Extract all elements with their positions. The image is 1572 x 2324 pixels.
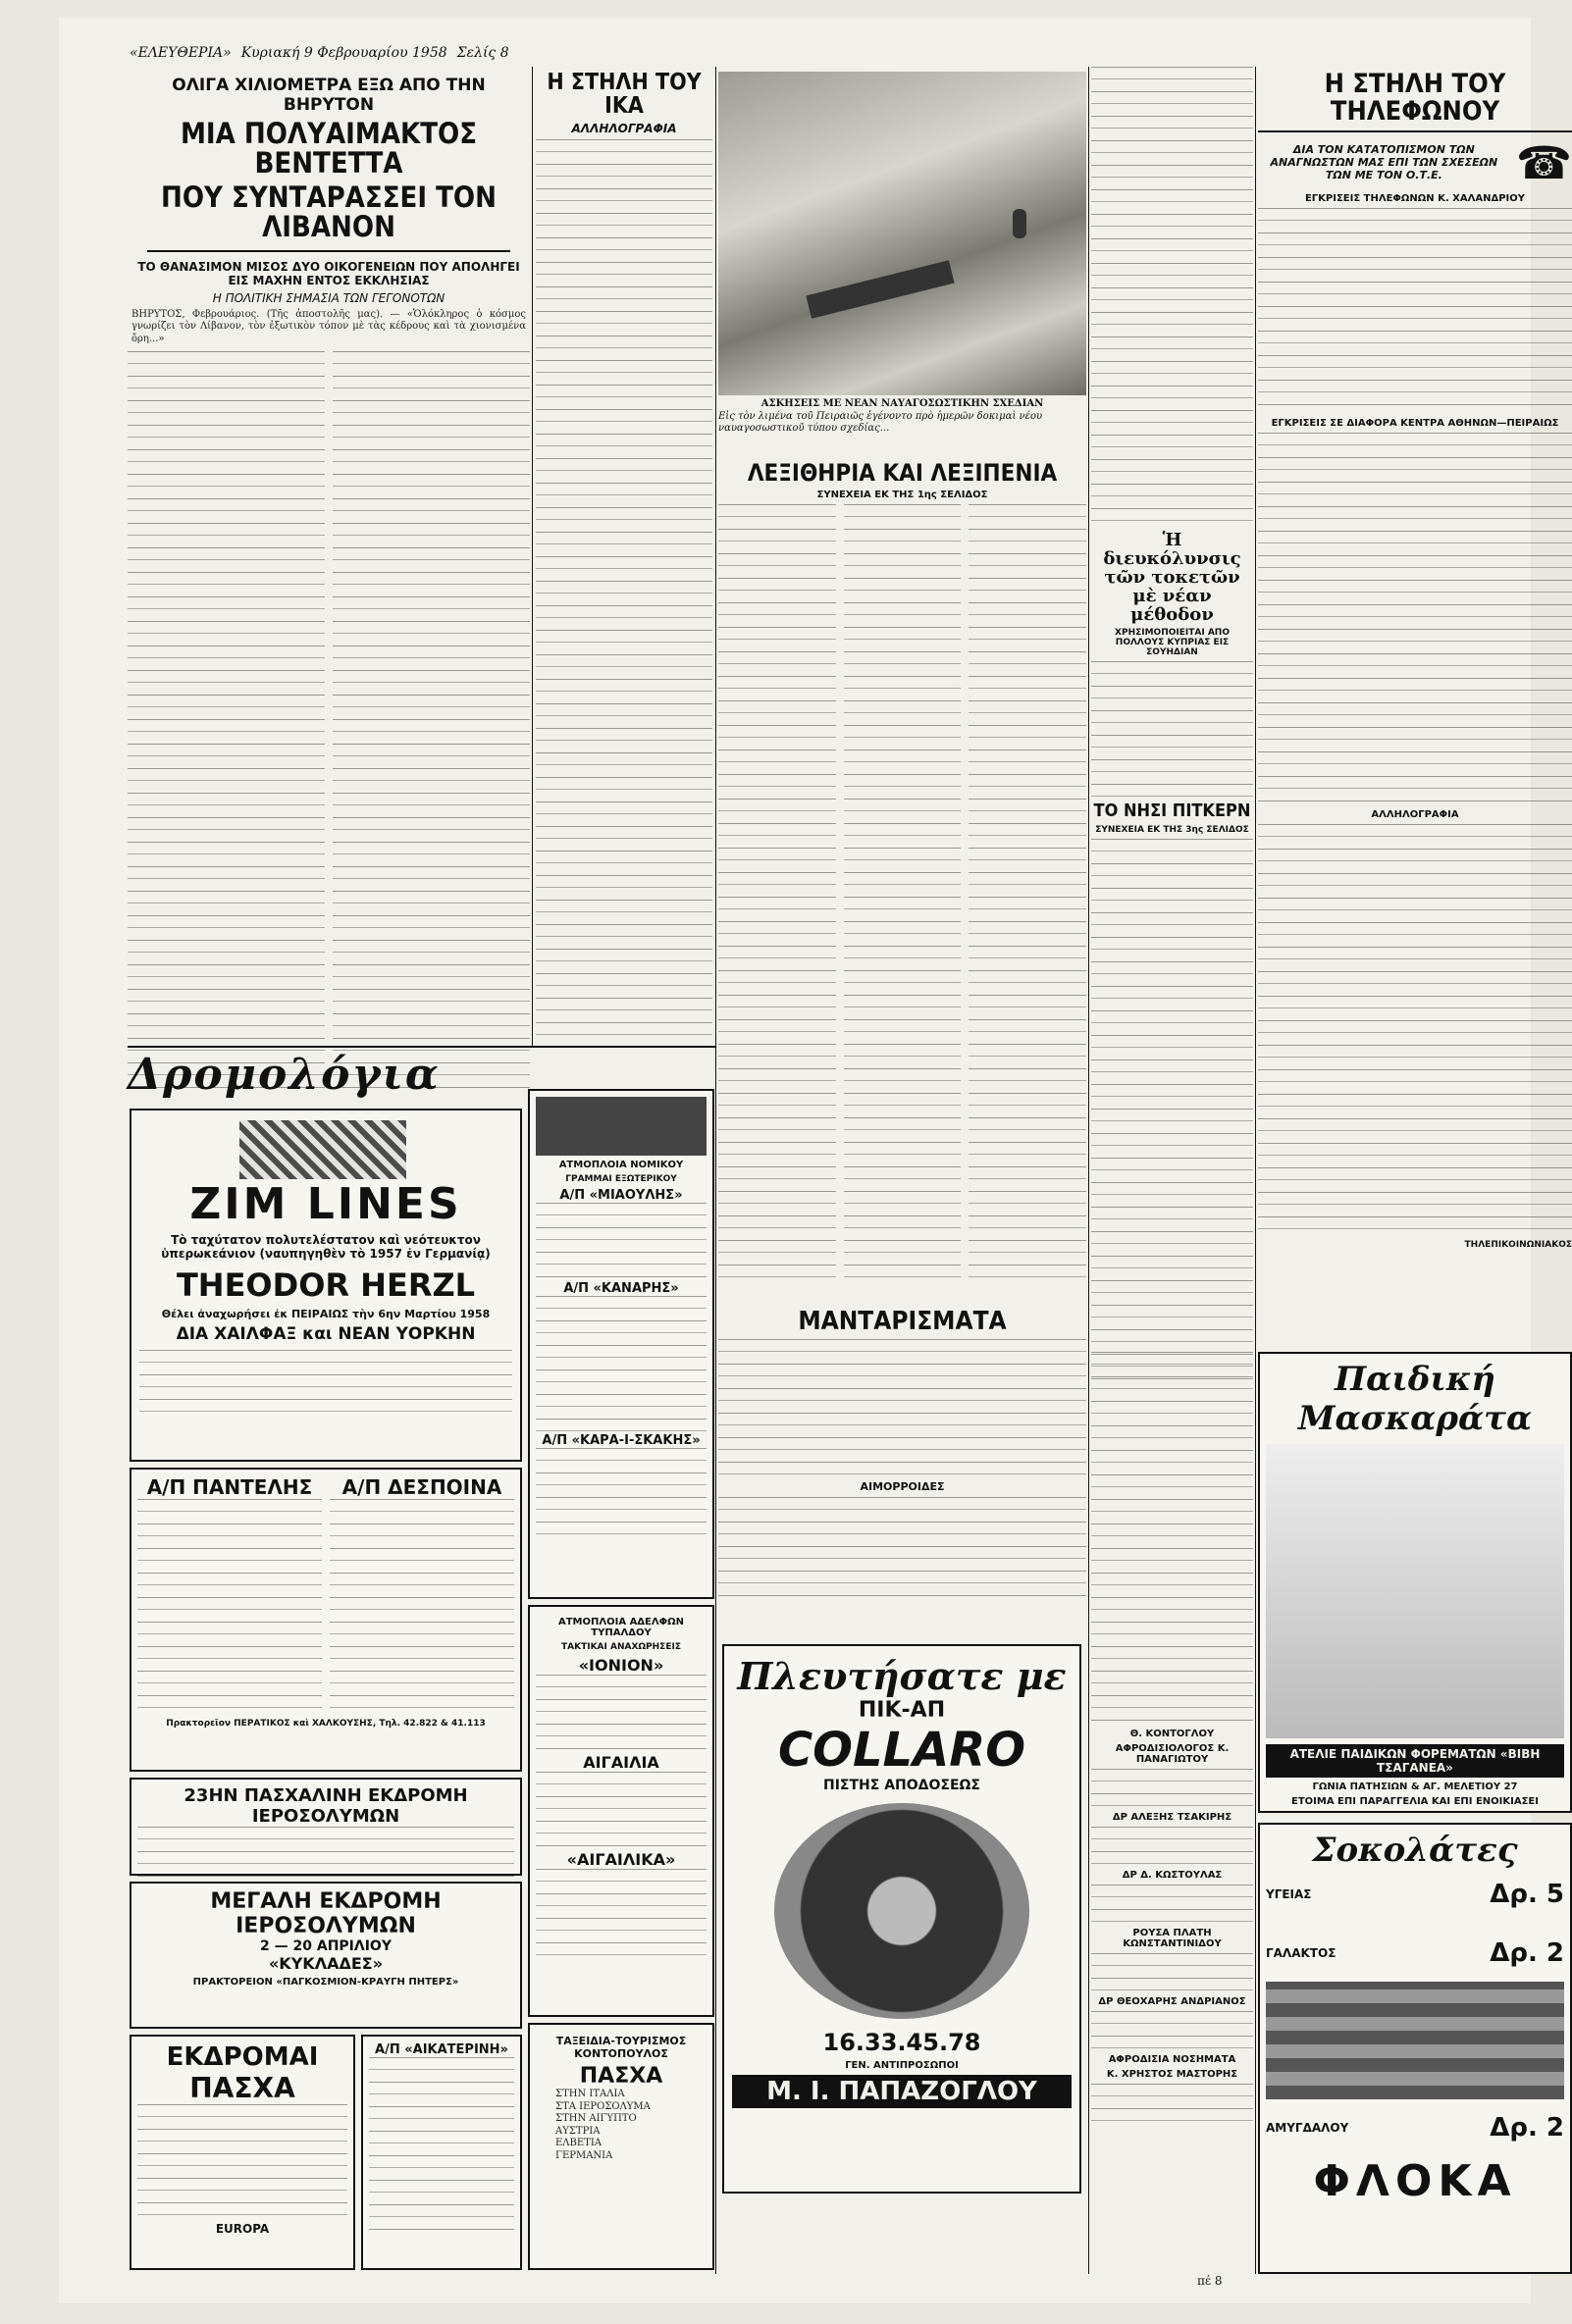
floka-price-1: Δρ. 5 <box>1490 1880 1564 1909</box>
zim-lines-ad <box>130 1109 522 1462</box>
newspaper-page <box>59 18 1572 2303</box>
collaro-line-1: Πλευτήσατε με <box>737 1654 1067 1698</box>
lexithiria-col-1 <box>718 504 836 1279</box>
floka-label-1: ΥΓΕΙΑΣ <box>1266 1887 1312 1901</box>
nomikos-ship-3: Α/Π «ΚΑΡΑ-Ι-ΣΚΑΚΗΣ» <box>542 1433 701 1448</box>
despoina-text <box>330 1499 514 1715</box>
doctor-4: ΡΟΥΣΑ ΠΛΑΤΗ ΚΩΝΣΤΑΝΤΙΝΙΔΟΥ <box>1123 1928 1222 1949</box>
typaldos-title: ΑΤΜΟΠΛΟΙΑ ΑΔΕΛΦΩΝ ΤΥΠΑΛΔΟΥ <box>558 1617 684 1638</box>
chocolate-packages-graphic <box>1266 1982 1564 2099</box>
page-header <box>130 45 522 67</box>
zim-tagline: Τὸ ταχύτατον πολυτελέστατον καὶ νεότευκτον ὑπερωκεάνιον (ναυπηγηθὲν τὸ 1957 ἐν Γερμανίᾳ) <box>161 1233 491 1261</box>
pantelis-despoina-ad <box>130 1468 522 1772</box>
doctor-1-text <box>1091 1769 1253 1808</box>
zim-departure: Θέλει ἀναχωρήσει ἐκ ΠΕΙΡΑΙΩΣ τὴν 6ην Μαρτίου 1958 <box>161 1308 491 1320</box>
jerusalem-big-ad <box>130 1882 522 2029</box>
doctor-2-text <box>1091 1827 1253 1866</box>
lexithiria-author: Θ. ΚΟΝΤΟΓΛΟΥ <box>1129 1729 1215 1739</box>
aikaterini-title: Α/Π «ΑΙΚΑΤΕΡΙΝΗ» <box>375 2042 508 2057</box>
floka-title: Σοκολάτες <box>1312 1831 1518 1870</box>
issue-date: Κυριακή 9 Φεβρουαρίου 1958 <box>240 45 447 61</box>
zim-ship: THEODOR HERZL <box>176 1266 476 1304</box>
lebanon-section: Η ΠΟΛΙΤΙΚΗ ΣΗΜΑΣΙΑ ΤΩΝ ΓΕΓΟΝΟΤΩΝ <box>212 290 445 305</box>
ika-column <box>536 67 712 1048</box>
pascha-text <box>137 2104 347 2222</box>
photo-caption <box>718 398 1086 447</box>
nomikos-ship-1-text <box>536 1203 707 1281</box>
jerusalem-dates: 2 — 20 ΑΠΡΙΛΙΟΥ <box>260 1938 392 1954</box>
jerusalem-ship: «ΚΥΚΛΑΔΕΣ» <box>268 1954 384 1973</box>
kontopoulos-dest-4: ΑΥΣΤΡΙΑ <box>555 2125 601 2137</box>
raft-shape <box>806 260 954 319</box>
maskarata-ad <box>1258 1352 1572 1813</box>
telephone-section-2: ΕΓΚΡΙΣΕΙΣ ΣΕ ΔΙΑΦΟΡΑ ΚΕΝΤΡΑ ΑΘΗΝΩΝ—ΠΕΙΡΑΙΩΣ <box>1271 417 1559 429</box>
nomikos-company: ΑΤΜΟΠΛΟΙΑ ΝΟΜΙΚΟΥ <box>558 1160 684 1170</box>
raft-photo <box>718 72 1086 395</box>
typaldos-ship-3-text <box>536 1869 707 1967</box>
lebanon-lead: ΒΗΡΥΤΟΣ, Φεβρουάριος. (Τῆς ἀποστολῆς μας). — «Ὁλόκληρος ὁ κόσμος γνωρίζει τὸν Λίβανον, τὸν ἐξωτικὸν τόπον μὲ τὰς κέδρους καὶ τὰ χιονισμένα ὄρη...» <box>131 308 526 344</box>
mantarismata-title: ΜΑΝΤΑΡΙΣΜΑΤΑ <box>798 1307 1007 1336</box>
lexithiria-col-2 <box>844 504 962 1279</box>
pantelis-text <box>137 1499 322 1715</box>
middle-right-column <box>1091 67 1253 1342</box>
mantarismata-text <box>718 1339 1086 1476</box>
floka-label-3: ΑΜΥΓΔΑΛΟΥ <box>1266 2121 1349 2135</box>
ika-subtitle: ΑΛΛΗΛΟΓΡΑΦΙΑ <box>571 122 677 136</box>
pascha-title: ΕΚΔΡΟΜΑΙ <box>166 2042 319 2072</box>
pitkern-title: ΤΟ ΝΗΣΙ ΠΙΤΚΕΡΝ <box>1093 800 1251 822</box>
nomikos-ship-2-text <box>536 1296 707 1433</box>
typaldos-ship-2: ΑΙΓΑΙΛΙΑ <box>583 1753 659 1772</box>
person-shape <box>1013 209 1026 238</box>
typaldos-ship-1: «ΙΟΝΙΟΝ» <box>578 1656 664 1675</box>
collaro-agent: ΓΕΝ. ΑΝΤΙΠΡΟΣΩΠΟΙ <box>845 2060 959 2071</box>
page-number: Σελίς 8 <box>456 45 509 61</box>
mantarismata-section <box>718 1305 1086 1638</box>
lexithiria-cont: ΣΥΝΕΧΕΙΑ ΕΚ ΤΗΣ 1ης ΣΕΛΙΔΟΣ <box>816 490 988 501</box>
costumed-children-illustration <box>1266 1444 1564 1738</box>
pantelis-agents: Πρακτορεῖον ΠΕΡΑΤΙΚΟΣ καὶ ΧΑΛΚΟΥΣΗΣ, Τηλ. 42.822 & 41.113 <box>166 1719 486 1729</box>
telephone-title: Η ΣΤΗΛΗ ΤΟΥ ΤΗΛΕΦΩΝΟΥ <box>1258 71 1572 132</box>
kontopoulos-sub: ΠΑΣΧΑ <box>579 2064 663 2089</box>
kontopoulos-ad <box>528 2023 714 2270</box>
photo-caption-title: ΑΣΚΗΣΕΙΣ ΜΕ ΝΕΑΝ ΝΑΥΑΓΟΣΩΣΤΙΚΗΝ ΣΧΕΔΙΑΝ <box>760 398 1044 409</box>
telephone-text-3 <box>1258 824 1572 1236</box>
aikaterini-text <box>369 2057 514 2234</box>
doctor-2: ΔΡ ΑΛΕΞΗΣ ΤΣΑΚΙΡΗΣ <box>1112 1812 1232 1823</box>
paper-name: «ΕΛΕΥΘΕΡΙΑ» <box>130 45 232 61</box>
doctor-5: ΔΡ ΘΕΟΧΑΡΗΣ ΑΝΔΡΙΑΝΟΣ <box>1098 1996 1246 2007</box>
doctor-3-text <box>1091 1885 1253 1924</box>
aikaterini-ad <box>361 2035 522 2270</box>
lebanon-body-columns <box>128 351 530 1097</box>
zim-brand: ZIM LINES <box>189 1179 462 1229</box>
dieukolynsis-text <box>1091 661 1253 799</box>
doctors-column <box>1091 1352 1253 2294</box>
lebanon-text-col-1 <box>128 351 325 1097</box>
floka-price-2: Δρ. 2 <box>1490 1938 1564 1968</box>
lebanon-article <box>128 72 530 1043</box>
mantarismata-sub: ΑΙΜΟΡΡΟΙΔΕΣ <box>860 1480 945 1494</box>
jerusalem-easter-ad <box>130 1778 522 1876</box>
column-rule-3 <box>1088 67 1089 2274</box>
ika-title: Η ΣΤΗΛΗ ΤΟΥ ΙΚΑ <box>547 70 702 120</box>
collaro-agent-name: Μ. Ι. ΠΑΠΑΖΟΓΛΟΥ <box>732 2075 1072 2108</box>
kontopoulos-dest-2: ΣΤΑ ΙΕΡΟΣΟΛΥΜΑ <box>555 2100 651 2112</box>
collaro-line-3: ΠΙΣΤΗΣ ΑΠΟΔΟΣΕΩΣ <box>823 1778 980 1793</box>
jerusalem-title: 23ΗΝ ΠΑΣΧΑΛΙΝΗ ΕΚΔΡΟΜΗ ΙΕΡΟΣΟΛΥΜΩΝ <box>183 1785 468 1827</box>
photo-caption-text: Εἰς τὸν λιμένα τοῦ Πειραιῶς ἐγένοντο πρὸ ἡμερῶν δοκιμαὶ νέου ναυαγοσωστικοῦ τύπου σχεδίας... <box>718 410 1043 434</box>
telephone-icon: ☎ <box>1515 135 1572 189</box>
lebanon-headline-2: ΠΟΥ ΣΥΝΤΑΡΑΣΣΕΙ ΤΟΝ ΛΙΒΑΝΟΝ <box>161 180 497 244</box>
kontopoulos-dest-1: ΣΤΗΝ ΙΤΑΛΙΑ <box>555 2089 625 2099</box>
pascha-excursions-ad <box>130 2035 355 2270</box>
floka-brand: ΦΛΟΚΑ <box>1313 2156 1517 2206</box>
jerusalem-text <box>137 1827 514 1885</box>
jerusalem-agent: ΠΡΑΚΤΟΡΕΙΟΝ «ΠΑΓΚΟΣΜΙΟΝ-ΚΡΑΥΓΗ ΠΗΤΕΡΣ» <box>192 1977 459 1988</box>
lebanon-headline-1: ΜΙΑ ΠΟΛΥΑΙΜΑΚΤΟΣ ΒΕΝΤΕΤΤΑ <box>180 117 478 181</box>
typaldos-ad <box>528 1605 714 2017</box>
ika-text <box>536 139 712 1042</box>
telephone-section-1: ΕΓΚΡΙΣΕΙΣ ΤΗΛΕΦΩΝΩΝ Κ. ΧΑΛΑΝΔΡΙΟΥ <box>1304 192 1526 204</box>
nomikos-ship-graphic <box>536 1097 707 1156</box>
footer-mark: πέ 8 <box>1197 2274 1223 2288</box>
pitkern-cont: ΣΥΝΕΧΕΙΑ ΕΚ ΤΗΣ 3ης ΣΕΛΙΔΟΣ <box>1095 825 1249 836</box>
typaldos-sub: ΤΑΚΤΙΚΑΙ ΑΝΑΧΩΡΗΣΕΙΣ <box>561 1642 681 1652</box>
lexithiria-article <box>718 457 1086 1301</box>
zim-flag-graphic <box>239 1120 406 1179</box>
lexithiria-col-3 <box>969 504 1086 1279</box>
collaro-brand: COLLARO <box>777 1723 1026 1778</box>
maskarata-address: ΓΩΝΙΑ ΠΑΤΗΣΙΩΝ & ΑΓ. ΜΕΛΕΤΙΟΥ 27 <box>1312 1782 1518 1792</box>
maskarata-note: ΕΤΟΙΜΑ ΕΠΙ ΠΑΡΑΓΓΕΛΙΑ ΚΑΙ ΕΠΙ ΕΝΟΙΚΙΑΣΕΙ <box>1291 1796 1539 1807</box>
collaro-speeds: 16.33.45.78 <box>822 2029 981 2056</box>
dieukolynsis-title: Ἡ διευκόλυνσις τῶν τοκετῶν μὲ νέαν μέθοδον <box>1103 530 1241 625</box>
lexithiria-body <box>718 504 1086 1279</box>
doctor-3: ΔΡ Δ. ΚΩΣΤΟΥΛΑΣ <box>1122 1870 1223 1881</box>
horizontal-rule <box>128 1046 716 1048</box>
floka-ad <box>1258 1823 1572 2274</box>
telephone-text-2 <box>1258 433 1572 805</box>
lebanon-kicker: ΟΛΙΓΑ ΧΙΛΙΟΜΕΤΡΑ ΕΞΩ ΑΠΟ ΤΗΝ ΒΗΡΥΤΟΝ <box>172 76 486 115</box>
pascha-sub: ΠΑΣΧΑ <box>189 2072 295 2104</box>
nomikos-sub: ΓΡΑΜΜΑΙ ΕΞΩΤΕΡΙΚΟΥ <box>565 1174 677 1184</box>
doctor-7: Κ. ΧΡΗΣΤΟΣ ΜΑΣΤΟΡΗΣ <box>1106 2069 1238 2080</box>
lexithiria-title: ΛΕΞΙΘΗΡΙΑ ΚΑΙ ΛΕΞΙΠΕΝΙΑ <box>747 459 1058 487</box>
doctor-6: ΑΦΡΟΔΙΣΙΑ ΝΟΣΗΜΑΤΑ <box>1108 2054 1236 2065</box>
typaldos-ship-3: «ΑΙΓΑΙΛΙΚΑ» <box>566 1850 676 1869</box>
kontopoulos-destinations <box>536 2089 707 2162</box>
lebanon-text-col-2 <box>333 351 530 1097</box>
doctor-4-text <box>1091 1953 1253 1992</box>
zim-destination: ΔΙΑ ΧΑΙΛΦΑΞ και ΝΕΑΝ ΥΟΡΚΗΝ <box>176 1324 476 1344</box>
jerusalem-big-title: ΜΕΓΑΛΗ ΕΚΔΡΟΜΗ ΙΕΡΟΣΟΛΥΜΩΝ <box>210 1889 442 1938</box>
pitkern-text <box>1091 839 1253 1388</box>
dieukolynsis-sub: ΧΡΗΣΙΜΟΠΟΙΕΙΤΑΙ ΑΠΟ ΠΟΛΛΟΥΣ ΚΥΠΡΙΑΣ ΕΙΣ ΣΟΥΗΔΙΑΝ <box>1115 628 1230 658</box>
kontopoulos-dest-3: ΣΤΗΝ ΑΙΓΥΠΤΟ <box>555 2113 637 2124</box>
dromologia-title: Δρομολόγια <box>128 1050 441 1100</box>
telephone-sub: ΔΙΑ ΤΟΝ ΚΑΤΑΤΟΠΙΣΜΟΝ ΤΩΝ ΑΝΑΓΝΩΣΤΩΝ ΜΑΣ ΕΠΙ ΤΩΝ ΣΧΕΣΕΩΝ ΤΩΝ ΜΕ ΤΟΝ Ο.Τ.Ε. <box>1270 143 1498 182</box>
typaldos-ship-2-text <box>536 1772 707 1850</box>
collaro-line-2: ΠΙΚ-ΑΠ <box>858 1698 946 1723</box>
maskarata-title: Παιδική Μασκαράτα <box>1297 1360 1533 1438</box>
mantarismata-text-2 <box>718 1497 1086 1605</box>
middle-right-text-top <box>1091 67 1253 528</box>
doctor-7-text <box>1091 2084 1253 2123</box>
despoina-title: Α/Π ΔΕΣΠΟΙΝΑ <box>341 1475 502 1499</box>
kontopoulos-dest-5: ΕΛΒΕΤΙΑ <box>555 2138 603 2148</box>
kontopoulos-title: ΤΑΞΕΙΔΙΑ-ΤΟΥΡΙΣΜΟΣ ΚΟΝΤΟΠΟΥΛΟΣ <box>555 2035 687 2060</box>
column-rule-2 <box>715 67 716 2274</box>
column-rule-1 <box>532 67 533 1048</box>
zim-details <box>139 1350 512 1419</box>
telephone-column <box>1258 67 1572 1342</box>
pantelis-title: Α/Π ΠΑΝΤΕΛΗΣ <box>146 1475 313 1499</box>
nomikos-ad <box>528 1089 714 1599</box>
typaldos-ship-1-text <box>536 1675 707 1753</box>
record-player-graphic <box>774 1803 1029 2019</box>
nomikos-ship-3-text <box>536 1448 707 1546</box>
kontopoulos-dest-6: ΓΕΡΜΑΝΙΑ <box>555 2149 613 2161</box>
nomikos-ship-2: Α/Π «ΚΑΝΑΡΗΣ» <box>563 1281 679 1296</box>
doctor-1: ΑΦΡΟΔΙΣΙΟΛΟΓΟΣ Κ. ΠΑΝΑΓΙΩΤΟΥ <box>1115 1743 1230 1765</box>
pitkern-text-2 <box>1091 1352 1253 1725</box>
column-rule-4 <box>1255 67 1256 2274</box>
lebanon-subheadline: ΤΟ ΘΑΝΑΣΙΜΟΝ ΜΙΣΟΣ ΔΥΟ ΟΙΚΟΓΕΝΕΙΩΝ ΠΟΥ ΑΠΟΛΗΓΕΙ ΕΙΣ ΜΑΧΗΝ ΕΝΤΟΣ ΕΚΚΛΗΣΙΑΣ <box>137 259 520 287</box>
doctor-5-text <box>1091 2011 1253 2050</box>
maskarata-shop: ΑΤΕΛΙΕ ΠΑΙΔΙΚΩΝ ΦΟΡΕΜΑΤΩΝ «ΒΙΒΗ ΤΣΑΓΑΝΕΑ» <box>1266 1744 1564 1778</box>
nomikos-ship-1: Α/Π «ΜΙΑΟΥΛΗΣ» <box>559 1188 683 1203</box>
telephone-section-3: ΑΛΛΗΛΟΓΡΑΦΙΑ <box>1371 808 1459 820</box>
floka-price-3: Δρ. 2 <box>1490 2113 1564 2143</box>
collaro-ad <box>722 1644 1081 2194</box>
floka-label-2: ΓΑΛΑΚΤΟΣ <box>1266 1946 1336 1960</box>
telephone-signature: ΤΗΛΕΠΙΚΟΙΝΩΝΙΑΚΟΣ <box>1464 1239 1572 1250</box>
telephone-text-1 <box>1258 208 1572 414</box>
pascha-europa: EUROPA <box>215 2222 270 2236</box>
